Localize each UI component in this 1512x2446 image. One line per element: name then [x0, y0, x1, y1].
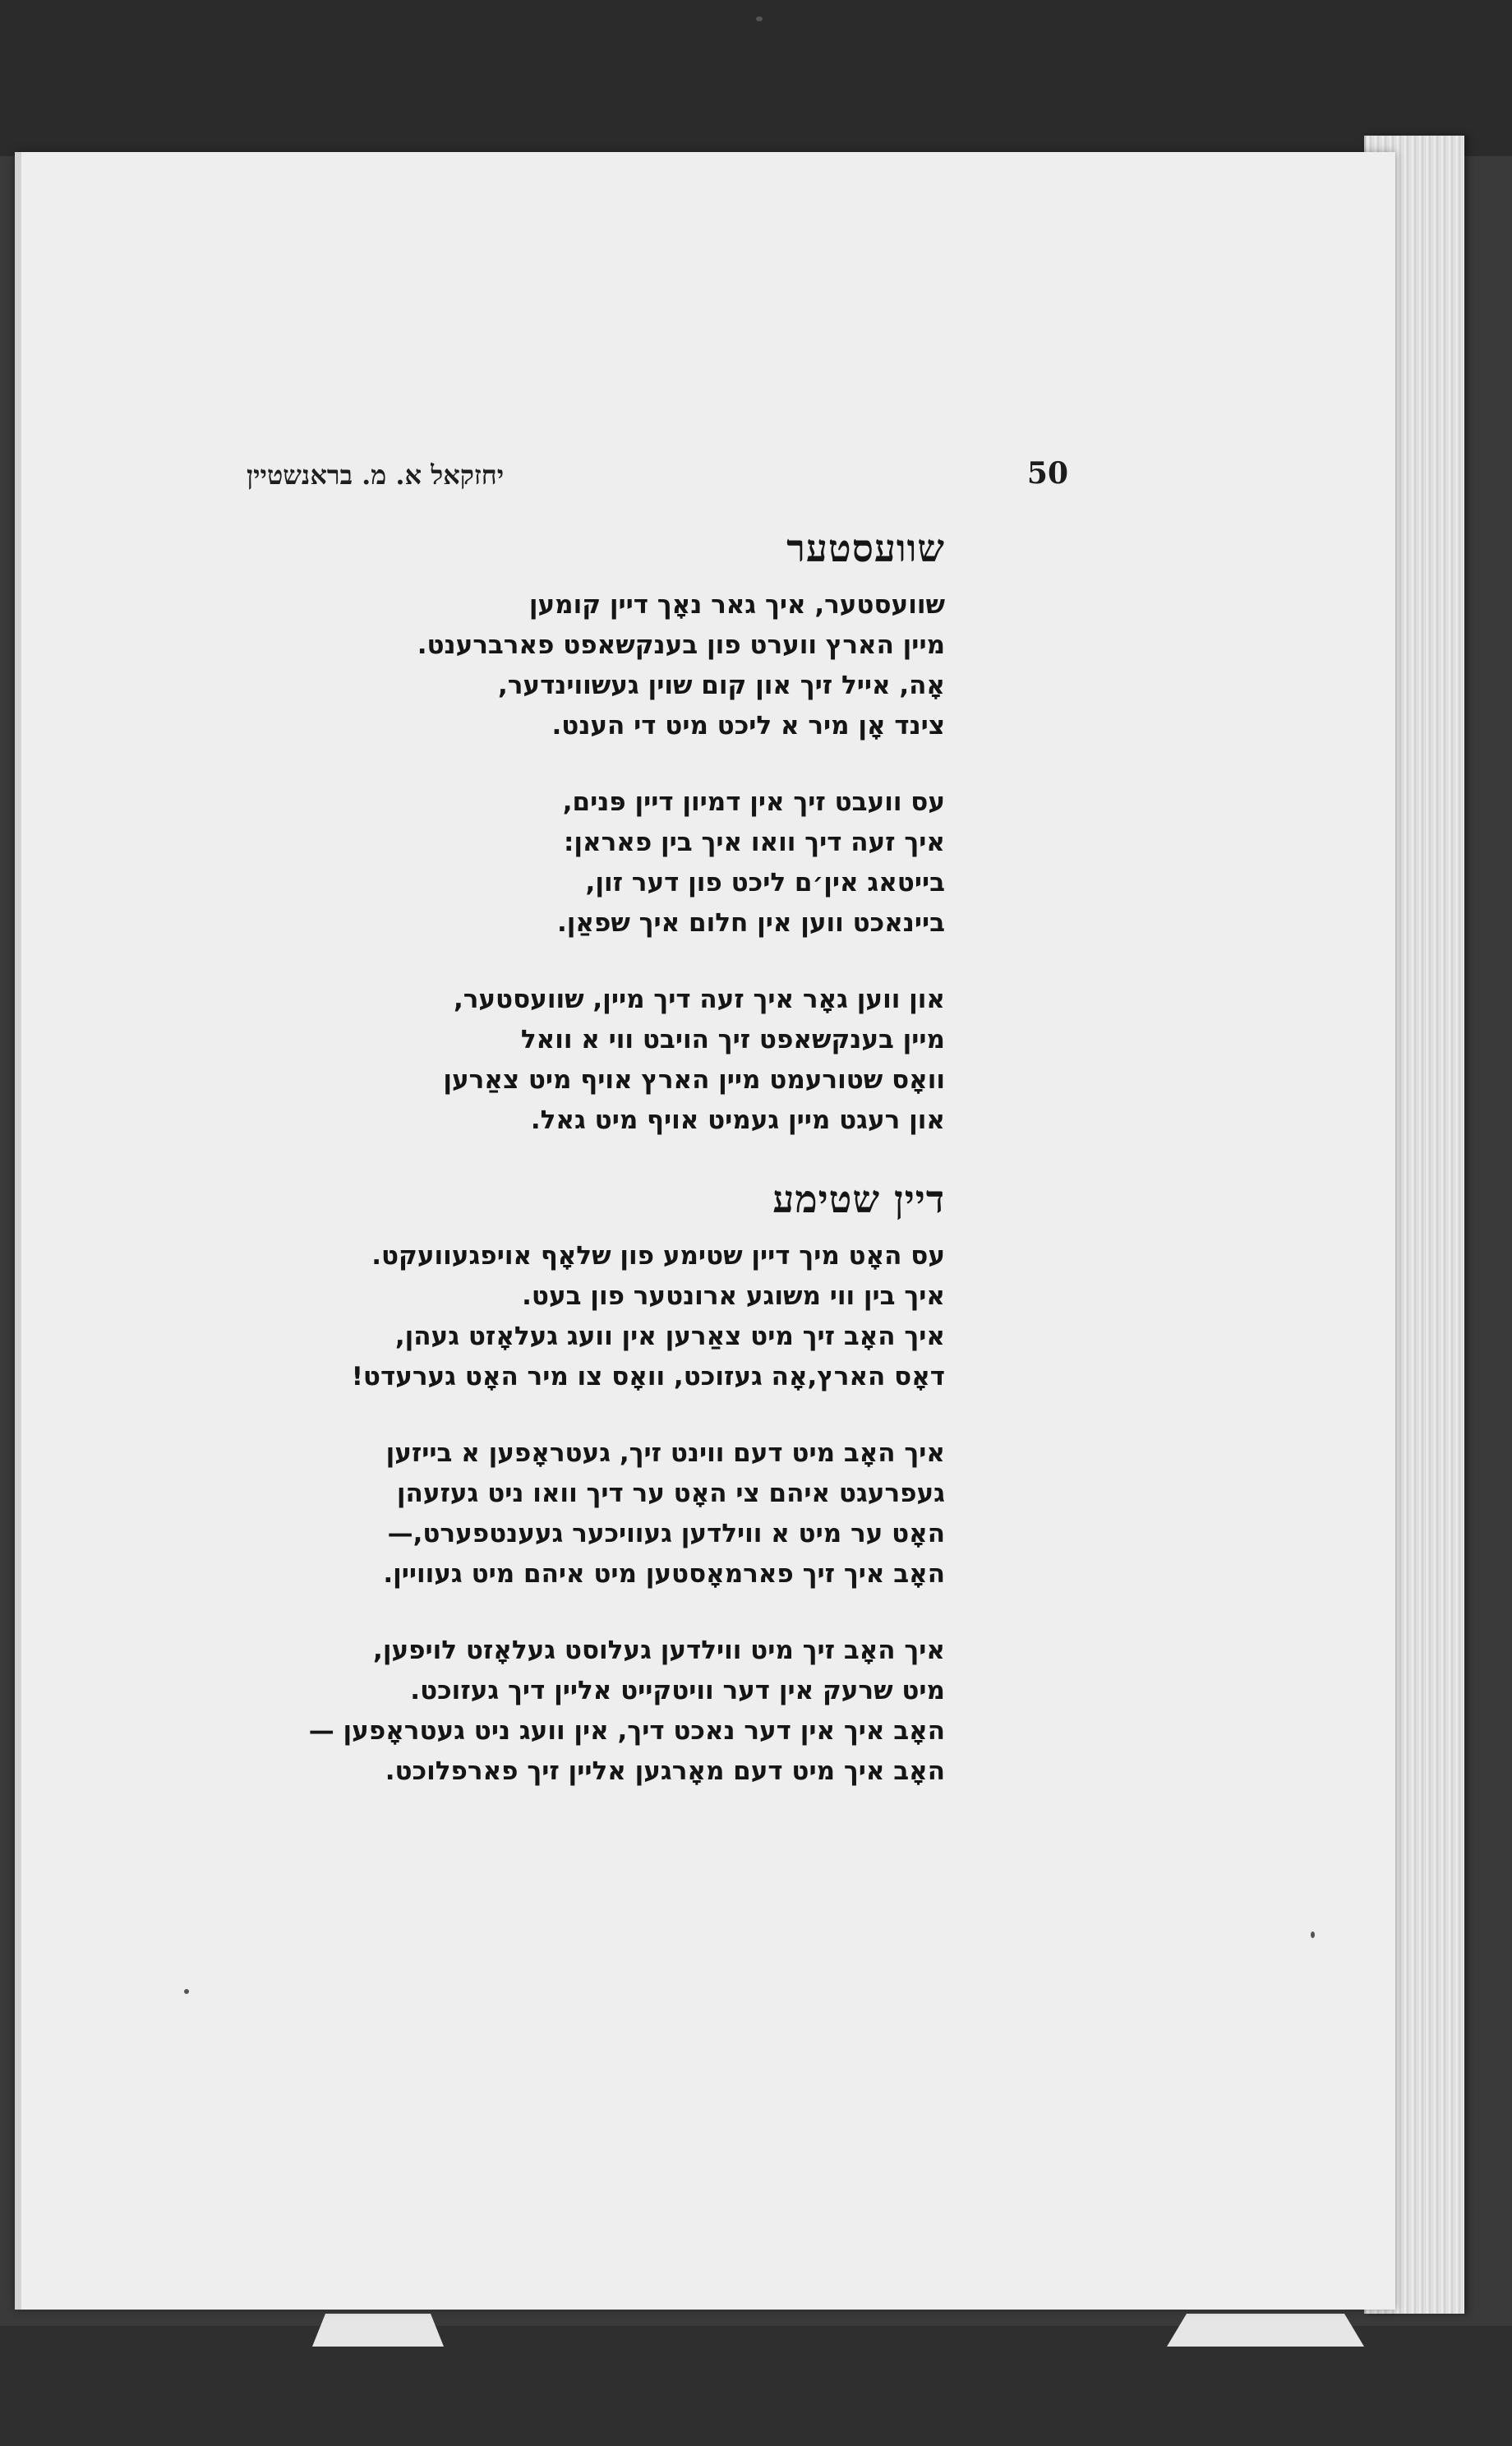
poem-line: צינד אָן מיר א ליכט מיט די הענט. [551, 711, 945, 741]
page-tab [1167, 2314, 1364, 2347]
stanza [320, 1236, 945, 1397]
poem-line: מיין הארץ ווערט פון בענקשאפט פארברענט. [417, 630, 945, 660]
poem-line: מיין בענקשאפט זיך הויבט ווי א וואל [520, 1025, 945, 1055]
dust-speck [1311, 1931, 1315, 1938]
stanza [320, 782, 945, 944]
dust-speck [184, 1989, 189, 1994]
poem-line: האָב איך אין דער נאכט דיך, אין וועג ניט געטראָפען — [308, 1716, 945, 1746]
poem-line: אָה, אייל זיך און קום שוין געשווינדער, [497, 671, 945, 700]
running-head-author: יחזקאל א. מ. בראנשטיין [247, 459, 505, 491]
poem-line: האָב איך זיך פארמאָסטען מיט איהם מיט געוויין. [383, 1559, 945, 1589]
poem-line: דאָס הארץ,אָה געזוכט, וואָס צו מיר האָט גערעדט! [351, 1362, 945, 1391]
dust-speck [756, 16, 763, 21]
page-tab [312, 2314, 444, 2347]
poem-line: בייטאג אין׳ם ליכט פון דער זון, [585, 868, 945, 898]
poem-line: ביינאכט ווען אין חלום איך שפאַן. [556, 908, 945, 938]
stanza [320, 980, 945, 1141]
page-header [247, 456, 1068, 505]
poem-line: וואָס שטורעמט מיין הארץ אויף מיט צאַרען [443, 1065, 945, 1095]
poem-line: איך זעה דיך וואו איך בין פאראן: [564, 828, 945, 857]
poem-line: מיט שרעק אין דער וויטקייט אליין דיך געזוכט. [410, 1676, 945, 1705]
poem-line: איך האָב זיך מיט צאַרען אין וועג געלאָזט געהן, [394, 1322, 945, 1351]
poem-line: איך האָב זיך מיט ווילדען געלוסט געלאָזט לויפען, [373, 1636, 945, 1665]
poem-line: האָב איך מיט דעם מאָרגען אליין זיך פארפלוכט. [385, 1756, 945, 1786]
poem-1 [320, 526, 945, 1141]
stanza [320, 1433, 945, 1595]
stanza [320, 585, 945, 746]
poem-line: עס וועבט זיך אין דמיון דיין פּנים, [562, 787, 945, 817]
poem-line: האָט ער מיט א ווילדען געוויכער געענטפערט,— [387, 1519, 945, 1548]
poem-line: און ווען גאָר איך זעה דיך מיין, שוועסטער, [453, 985, 945, 1014]
page-number: 50 [1026, 456, 1068, 491]
poem-line: געפרעגט איהם צי האָט ער דיך וואו ניט געזעהן [396, 1479, 945, 1508]
scan-background-top [0, 0, 1512, 156]
poem-line: איך בין ווי משוגע ארונטער פון בעט. [522, 1281, 945, 1311]
poem-line: און רעגט מיין געמיט אויף מיט גאל. [530, 1105, 945, 1135]
poem-column [308, 526, 945, 1828]
poem-2 [308, 1177, 945, 1792]
poem-title: שוועסטער [786, 526, 945, 570]
stanza [308, 1631, 945, 1792]
poem-title: דיין שטימע [772, 1177, 945, 1221]
poem-line: שוועסטער, איך גאר נאָך דיין קומען [528, 590, 945, 620]
poem-line: עס האָט מיך דיין שטימע פון שלאָף אויפגעוועקט. [371, 1241, 945, 1271]
poem-line: איך האָב מיט דעם ווינט זיך, געטראָפען א בייזען [385, 1438, 945, 1468]
